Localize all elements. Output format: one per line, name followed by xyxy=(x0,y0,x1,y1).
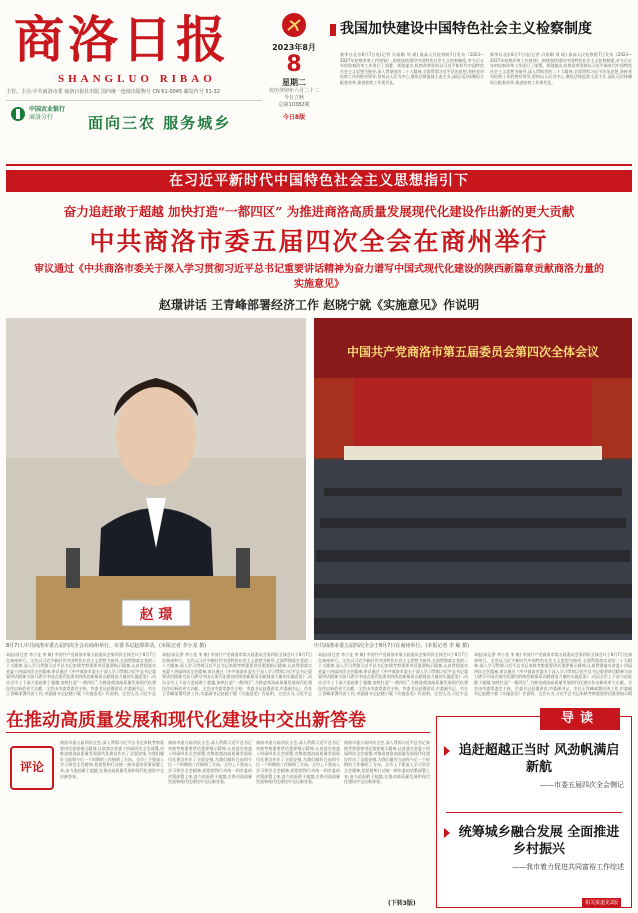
feature-body-col-2: 商洛市委五届四次全会,深入贯彻习近平总书记来陕考察重要讲话重要指示精神,认真落实省委十四届四次全会部署,对推进商洛高质量发展现代化建设作出了全面安排,为我们做好当前和今后一个时期的工作指明了方向。全市上下要深入学习领会全会精神,把思想和行动统一到市委的决策部署上来,奋力追赶敢于超越,在推动高质量发展和现代化建设中交出新答卷。 xyxy=(168,740,252,785)
bank-emblem-icon xyxy=(10,106,26,122)
bank-name: 中国农业银行 xyxy=(29,106,66,113)
commentary-logo-text: 评论 xyxy=(19,760,44,774)
feature-body-col-1: 商洛市委五届四次全会,深入贯彻习近平总书记来陕考察重要讲话重要指示精神,认真落实省委十四届四次全会部署,对推进商洛高质量发展现代化建设作出了全面安排,为我们做好当前和今后一个时期的工作指明了方向。全市上下要深入学习领会全会精神,把思想和行动统一到市委的决策部署上来,奋力追赶敢于超越,在推动高质量发展和现代化建设中交出新答卷。 xyxy=(60,740,164,779)
masthead-pinyin: SHANGLUO RIBAO xyxy=(58,73,216,85)
guide-title: 导读 xyxy=(540,708,620,730)
continued-note[interactable]: (下转3版) xyxy=(388,900,416,907)
divider xyxy=(6,164,632,166)
feature-underline xyxy=(6,732,430,733)
lead-pre-headline: 奋力追赶敢于超越 加快打造“一都四区” 为推进商洛高质量发展现代化建设作出新的更大贡献 xyxy=(63,204,575,219)
guide-item-1-sub: ——市委五届四次全会侧记 xyxy=(540,781,624,789)
conference-photo xyxy=(314,318,632,640)
bank-logo xyxy=(10,106,80,130)
stage-banner: 中国共产党商洛市第五届委员会第四次全体会议 xyxy=(346,345,600,359)
issue-number: 总第10382期 xyxy=(278,102,310,108)
date-column xyxy=(262,10,326,150)
lead-body-col-4: 本报讯(记者 李小龙 李 敏) 中国共产党商洛市第五届委员会第四次全体会议于8月7日在商州举行。全会以习近平新时代中国特色社会主义思想为指导,全面贯彻落实党的二十大精神,深入学习贯彻习近平总书记来陕考察重要讲话重要指示精神,认真贯彻落实省委十四届四次全会精神,审议通过《中共商洛市委关于深入学习贯彻习近平总书记重要讲话精神为奋力谱写中国式现代化建设的陕西新篇章贡献商洛力量的实施意见》,动员全市上下奋力追赶敢于超越,加快打造“一都四区”,为推进商洛高质量发展现代化建设作出新的更大贡献。全会由市委常委会主持。市委书记赵璟讲话,市委副书记、市长王青峰部署经济工作,市委副书记赵晓宁就《实施意见》作说明。全会认为,习近平总书记来陕考察重要讲话重要指示精 xyxy=(474,652,632,696)
masthead-info: 主管、主办:中共商洛市委 商洛日报社出版 国内统一连续出版物号 CN 61-0045 邮发代号 51-32 xyxy=(6,89,220,95)
theme-banner: 在习近平新时代中国特色社会主义思想指引下 xyxy=(6,170,632,192)
conference-photo-illustration xyxy=(314,318,632,640)
guide-divider xyxy=(446,812,622,813)
feature-body-col-3: 商洛市委五届四次全会,深入贯彻习近平总书记来陕考察重要讲话重要指示精神,认真落实省委十四届四次全会部署,对推进商洛高质量发展现代化建设作出了全面安排,为我们做好当前和今后一个时期的工作指明了方向。全市上下要深入学习领会全会精神,把思想和行动统一到市委的决策部署上来,奋力追赶敢于超越,在推动高质量发展和现代化建设中交出新答卷。 xyxy=(256,740,340,785)
speaker-photo-illustration xyxy=(6,318,306,640)
guide-item-2-headline: 统筹城乡融合发展 全面推进乡村振兴 xyxy=(458,825,620,857)
arrow-icon xyxy=(444,746,450,756)
speaker-photo-caption: 8月7日,中共商洛市委五届四次全会在商州举行。市委书记赵璟讲话。(本报记者 李小龙 摄) xyxy=(6,643,207,649)
lead-body-col-3: 本报讯(记者 李小龙 李 敏) 中国共产党商洛市第五届委员会第四次全体会议于8月7日在商州举行。全会以习近平新时代中国特色社会主义思想为指导,全面贯彻落实党的二十大精神,深入学习贯彻习近平总书记来陕考察重要讲话重要指示精神,认真贯彻落实省委十四届四次全会精神,审议通过《中共商洛市委关于深入学习贯彻习近平总书记重要讲话精神为奋力谱写中国式现代化建设的陕西新篇章贡献商洛力量的实施意见》,动员全市上下奋力追赶敢于超越,加快打造“一都四区”,为推进商洛高质量发展现代化建设作出新的更大贡献。全会由市委常委会主持。市委书记赵璟讲话,市委副书记、市长王青峰部署经济工作,市委副书记赵晓宁就《实施意见》作说明。全会认为,习近平总 xyxy=(318,652,468,696)
guide-item-1-headline: 追赶超越正当时 风劲帆满启新航 xyxy=(458,743,620,775)
lead-body-col-2: 本报讯(记者 李小龙 李 敏) 中国共产党商洛市第五届委员会第四次全体会议于8月7日在商州举行。全会以习近平新时代中国特色社会主义思想为指导,全面贯彻落实党的二十大精神,深入学习贯彻习近平总书记来陕考察重要讲话重要指示精神,认真贯彻落实省委十四届四次全会精神,审议通过《中共商洛市委关于深入学习贯彻习近平总书记重要讲话精神为奋力谱写中国式现代化建设的陕西新篇章贡献商洛力量的实施意见》,动员全市上下奋力追赶敢于超越,加快打造“一都四区”,为推进商洛高质量发展现代化建设作出新的更大贡献。全会由市委常委会主持。市委书记赵璟讲话,市委副书记、市长王青峰部署经济工作,市委副书记赵晓宁就《实施意见》作说明。全会认为,习近平总 xyxy=(162,652,312,696)
bank-branch: 商洛分行 xyxy=(29,114,54,121)
date-weekday: 星期二 xyxy=(282,78,306,87)
arrow-icon xyxy=(444,828,450,838)
guide-item-1[interactable] xyxy=(444,742,624,790)
lead-sub-headline: 审议通过《中共商洛市委关于深入学习贯彻习近平总书记重要讲话精神为奋力谱写中国式现代化建设的陕西新篇章贡献商洛力量的实施意见》 xyxy=(34,264,604,290)
date-year-month: 2023年8月 xyxy=(272,43,316,52)
guide-item-2[interactable] xyxy=(444,824,624,872)
commentary-logo xyxy=(10,746,54,790)
guide-item-2-sub: ——我市着力促进共同富裕工作综述 xyxy=(512,863,624,871)
guide-footer-tag[interactable]: 相关报道见2版 xyxy=(582,898,621,907)
top-story-text-1: 新华社北京8月7日电(记者 冯家顺 刘 硕) 最高人民检察院7日发布《2023—2027年检察改革工作规划》,围绕加快建设中国特色社会主义检察制度,对今后五年的检察改革工作进行了部署。规划提出,检察改革坚持以习近平新时代中国特色社会主义思想为指导,深入贯彻党的二十大精神,全面贯彻习近平法治思想,坚持党对检察工作的绝对领导,坚持以人民为中心,聚焦法律监督主责主业,深化司法体制综合配套改革,推进检察工作现代化。 xyxy=(340,52,484,85)
feature-body-col-4: 商洛市委五届四次全会,深入贯彻习近平总书记来陕考察重要讲话重要指示精神,认真落实省委十四届四次全会部署,对推进商洛高质量发展现代化建设作出了全面安排,为我们做好当前和今后一个时期的工作指明了方向。全市上下要深入学习领会全会精神,把思想和行动统一到市委的决策部署上来,奋力追赶敢于超越,在推动高质量发展和现代化建设中交出新答卷。 xyxy=(344,740,430,785)
solar-term: 今日立秋 xyxy=(283,95,304,101)
conference-photo-caption: 中共商洛市委五届四次全会于8月7日在商州举行。(本报记者 李 敏 摄) xyxy=(314,643,470,649)
top-story-bullet xyxy=(330,24,336,36)
nameplate: 赵 璟 xyxy=(139,607,173,623)
date-lunar: 农历癸卯年六月二十二 xyxy=(268,88,319,94)
speaker-photo xyxy=(6,318,306,640)
date-day: 8 xyxy=(286,52,302,77)
top-story-headline[interactable]: 我国加快建设中国特色社会主义检察制度 xyxy=(340,21,592,37)
sponsor-slogan: 面向三农 服务城乡 xyxy=(88,114,232,132)
lead-body-col-1: 本报讯(记者 李小龙 李 敏) 中国共产党商洛市第五届委员会第四次全体会议于8月7日在商州举行。全会以习近平新时代中国特色社会主义思想为指导,全面贯彻落实党的二十大精神,深入学习贯彻习近平总书记来陕考察重要讲话重要指示精神,认真贯彻落实省委十四届四次全会精神,审议通过《中共商洛市委关于深入学习贯彻习近平总书记重要讲话精神为奋力谱写中国式现代化建设的陕西新篇章贡献商洛力量的实施意见》,动员全市上下奋力追赶敢于超越,加快打造“一都四区”,为推进商洛高质量发展现代化建设作出新的更大贡献。全会由市委常委会主持。市委书记赵璟讲话,市委副书记、市长王青峰部署经济工作,市委副书记赵晓宁就《实施意见》作说明。全会认为,习近平总 xyxy=(6,652,156,696)
edition-note: 今日8版 xyxy=(282,114,306,121)
lead-speakers: 赵璟讲话 王青峰部署经济工作 赵晓宁就《实施意见》作说明 xyxy=(158,298,480,312)
party-emblem-icon xyxy=(281,12,307,38)
top-story-text-2: 新华社北京8月7日电(记者 冯家顺 刘 硕) 最高人民检察院7日发布《2023—2027年检察改革工作规划》,围绕加快建设中国特色社会主义检察制度,对今后五年的检察改革工作进行了部署。规划提出,检察改革坚持以习近平新时代中国特色社会主义思想为指导,深入贯彻党的二十大精神,全面贯彻习近平法治思想,坚持党对检察工作的绝对领导,坚持以人民为中心,聚焦法律监督主责主业,深化司法体制综合配套改革,推进检察工作现代化。 xyxy=(490,52,632,85)
masthead-title: 商洛日报 xyxy=(14,10,230,69)
lead-headline[interactable]: 中共商洛市委五届四次全会在商州举行 xyxy=(89,227,549,256)
feature-headline[interactable]: 在推动高质量发展和现代化建设中交出新答卷 xyxy=(6,710,366,731)
